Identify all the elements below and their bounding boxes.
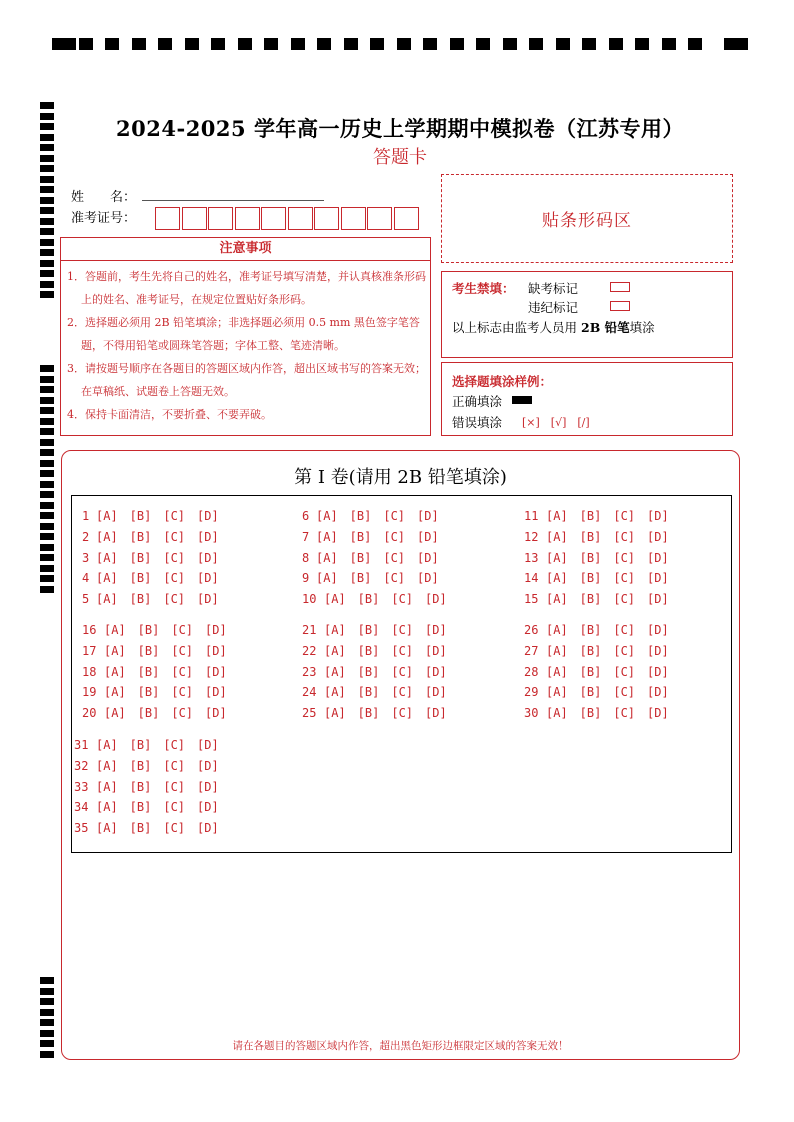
answer-options[interactable]: [A] [B] [C] [D] [104,623,227,637]
timing-mark [40,239,54,246]
question-row[interactable] [74,736,219,753]
question-number: 35 [74,821,89,836]
question-row[interactable] [524,590,669,607]
question-number: 23 [302,664,317,679]
question-number: 12 [524,529,539,544]
question-row[interactable] [302,590,447,607]
timing-mark [40,197,54,204]
question-row[interactable] [302,663,447,680]
question-row[interactable] [74,819,219,836]
timing-mark [40,565,54,572]
timing-mark [40,407,54,414]
forbid-note-suffix: 填涂 [629,320,655,335]
id-digit-box[interactable] [394,207,419,230]
question-row[interactable] [302,549,439,566]
question-number: 21 [302,623,317,637]
question-number: 33 [74,779,89,794]
answer-options[interactable]: [A] [B] [C] [D] [96,738,219,752]
answer-options[interactable]: [A] [B] [C] [D] [96,509,219,523]
answer-options[interactable]: [A] [B] [C] [D] [546,685,669,700]
id-digit-box[interactable] [208,207,233,230]
question-row[interactable] [524,663,669,680]
question-row[interactable] [302,683,447,700]
timing-mark [344,38,358,50]
question-number: 3 [82,550,90,565]
timing-mark [370,38,384,50]
timing-mark [40,544,54,551]
question-number: 13 [524,550,539,565]
question-row[interactable] [524,704,669,721]
timing-mark [40,207,54,214]
question-number: 24 [302,685,317,700]
timing-mark [40,102,54,109]
question-number: 34 [74,800,89,815]
question-row[interactable] [82,663,227,680]
timing-mark [317,38,331,50]
answer-options[interactable]: [A] [B] [C] [D] [96,779,219,794]
id-label: 准考证号： [71,211,137,226]
answer-options[interactable]: [A] [B] [C] [D] [546,706,669,721]
question-row[interactable] [74,757,219,774]
violation-label: 违纪标记 [528,300,579,315]
timing-mark [40,260,54,267]
timing-mark [211,38,225,50]
barcode-area: 贴条形码区 [441,174,733,263]
wrong-fill-samples: [×] [√] [/] [522,416,590,429]
card-subtitle: 答题卡 [373,147,427,168]
answer-options[interactable]: [A] [B] [C] [D] [96,550,219,565]
timing-mark [40,386,54,393]
id-digit-box[interactable] [367,207,392,230]
fill-sample-title: 选择题填涂样例： [452,374,553,389]
question-number: 2 [82,529,90,544]
answer-options[interactable]: [A] [B] [C] [D] [546,529,669,544]
absent-label: 缺考标记 [528,281,579,296]
timing-mark [40,1051,54,1058]
timing-mark [40,123,54,130]
forbid-title: 考生禁填： [452,281,515,296]
timing-mark [423,38,437,50]
timing-mark [40,165,54,172]
correct-fill-sample [512,396,532,404]
timing-mark [40,554,54,561]
bottom-note: 请在各题目的答题区域内作答，超出黑色矩形边框限定区域的答案无效！ [232,1040,569,1052]
timing-mark [40,1019,54,1026]
forbid-note-bold: 2B 铅笔 [581,320,630,335]
id-digit-box[interactable] [314,207,339,230]
fill-sample-box [441,362,733,436]
id-number-boxes[interactable] [155,207,420,230]
timing-mark [40,977,54,984]
notice-item: 4．保持卡面清洁，不要折叠、不要弄破。 [67,408,272,421]
question-row[interactable] [74,798,219,815]
timing-mark [40,218,54,225]
exam-title: 2024-2025 学年高一历史上学期期中模拟卷（江苏专用） [116,116,684,141]
timing-mark [40,397,54,404]
notice-title: 注意事项 [61,238,430,261]
question-row[interactable] [302,569,439,586]
timing-mark [40,291,54,298]
question-number: 15 [524,592,539,607]
timing-mark [450,38,464,50]
answer-options[interactable]: [A] [B] [C] [D] [546,623,669,637]
answer-options[interactable]: [A] [B] [C] [D] [546,664,669,679]
timing-mark [79,38,93,50]
answer-options[interactable]: [A] [B] [C] [D] [324,643,447,658]
timing-mark [40,365,54,372]
answer-options[interactable]: [A] [B] [C] [D] [324,685,447,700]
answer-options[interactable]: [A] [B] [C] [D] [316,529,439,544]
timing-mark [40,134,54,141]
answer-options[interactable]: [A] [B] [C] [D] [324,706,447,721]
answer-options[interactable]: [A] [B] [C] [D] [104,643,227,658]
question-row[interactable] [524,569,669,586]
timing-mark [40,113,54,120]
timing-mark [132,38,146,50]
timing-mark [582,38,596,50]
question-number: 5 [82,592,90,607]
timing-mark [40,460,54,467]
question-row[interactable] [524,683,669,700]
notice-item: 3．请按题号顺序在各题目的答题区域内作答，超出区域书写的答案无效；在草稿纸、试题卷上答题无效。 [67,362,426,398]
question-row[interactable] [524,642,669,659]
question-row[interactable] [82,569,219,586]
timing-mark [185,38,199,50]
timing-mark [40,481,54,488]
answer-options[interactable]: [A] [B] [C] [D] [96,800,219,815]
correct-fill-label: 正确填涂 [452,394,503,409]
answer-options[interactable]: [A] [B] [C] [D] [546,550,669,565]
timing-mark [40,249,54,256]
answer-options[interactable]: [A] [B] [C] [D] [104,685,227,700]
answer-options[interactable]: [A] [B] [C] [D] [546,592,669,607]
timing-mark [609,38,623,50]
question-number: 17 [82,643,97,658]
timing-mark [40,998,54,1005]
timing-mark [291,38,305,50]
answer-options[interactable]: [A] [B] [C] [D] [324,623,447,637]
notice-list [67,265,427,426]
question-row[interactable] [524,549,669,566]
timing-mark [40,586,54,593]
question-row[interactable] [82,507,219,524]
question-number: 27 [524,643,539,658]
timing-mark [503,38,517,50]
timing-mark [40,533,54,540]
timing-mark [40,988,54,995]
answer-options[interactable]: [A] [B] [C] [D] [546,643,669,658]
id-digit-box[interactable] [288,207,313,230]
timing-mark [40,228,54,235]
forbid-box [441,271,733,358]
timing-mark [40,186,54,193]
timing-mark [40,439,54,446]
timing-mark [40,491,54,498]
question-number: 31 [74,738,89,752]
question-number: 11 [524,509,539,523]
question-number: 1 [82,509,90,523]
question-row[interactable] [302,621,447,638]
timing-mark [158,38,172,50]
question-number: 26 [524,623,539,637]
timing-mark [40,270,54,277]
timing-mark [40,502,54,509]
question-number: 8 [302,550,310,565]
answer-options[interactable]: [A] [B] [C] [D] [316,571,439,586]
question-row[interactable] [82,621,227,638]
answer-options[interactable]: [A] [B] [C] [D] [96,758,219,773]
timing-mark [40,523,54,530]
forbid-note-prefix: 以上标志由监考人员用 [452,320,578,335]
question-number: 7 [302,529,310,544]
timing-mark [40,418,54,425]
id-digit-box[interactable] [182,207,207,230]
answer-options[interactable]: [A] [B] [C] [D] [104,664,227,679]
timing-marks-top [52,38,748,52]
timing-mark [40,1040,54,1047]
answer-options[interactable]: [A] [B] [C] [D] [96,592,219,607]
answer-options[interactable]: [A] [B] [C] [D] [324,664,447,679]
id-digit-box[interactable] [261,207,286,230]
question-row[interactable] [82,642,227,659]
answer-options[interactable]: [A] [B] [C] [D] [546,571,669,586]
question-number: 25 [302,706,317,721]
id-digit-box[interactable] [155,207,180,230]
timing-mark [40,428,54,435]
timing-mark [40,281,54,288]
question-number: 10 [302,592,317,607]
question-row[interactable] [302,528,439,545]
timing-mark [40,144,54,151]
id-digit-box[interactable] [341,207,366,230]
question-number: 32 [74,758,89,773]
answer-options[interactable]: [A] [B] [C] [D] [316,550,439,565]
notice-box [60,237,431,436]
timing-mark [724,38,748,50]
timing-mark [635,38,649,50]
timing-mark [397,38,411,50]
section-title: 第 I 卷(请用 2B 铅笔填涂) [294,467,507,488]
timing-mark [40,470,54,477]
timing-mark [40,376,54,383]
question-number: 22 [302,643,317,658]
question-row[interactable] [74,778,219,795]
question-row[interactable] [82,528,219,545]
question-number: 16 [82,623,97,637]
id-digit-box[interactable] [235,207,260,230]
question-number: 14 [524,571,539,586]
timing-mark [105,38,119,50]
timing-mark [40,1030,54,1037]
answer-options[interactable]: [A] [B] [C] [D] [324,592,447,607]
timing-mark [264,38,278,50]
timing-mark [40,1009,54,1016]
timing-mark [662,38,676,50]
answer-options[interactable]: [A] [B] [C] [D] [96,821,219,836]
question-row[interactable] [302,642,447,659]
timing-mark [529,38,543,50]
timing-mark [688,38,702,50]
notice-item: 1．答题前，考生先将自己的姓名，准考证号填写清楚，并认真核准条形码上的姓名、准考证号，在规定位置贴好条形码。 [67,270,426,306]
timing-mark [40,512,54,519]
timing-mark [40,155,54,162]
question-row[interactable] [82,549,219,566]
name-label: 姓 名： [71,190,137,205]
answer-options[interactable]: [A] [B] [C] [D] [546,509,669,523]
question-row[interactable] [524,507,669,524]
question-number: 20 [82,706,97,721]
answer-options[interactable]: [A] [B] [C] [D] [96,571,219,586]
question-row[interactable] [524,621,669,638]
timing-mark [476,38,490,50]
violation-mark-box[interactable] [610,301,630,311]
question-row[interactable] [82,590,219,607]
question-number: 19 [82,685,97,700]
question-number: 6 [302,509,310,523]
question-number: 28 [524,664,539,679]
answer-options[interactable]: [A] [B] [C] [D] [96,529,219,544]
question-number: 29 [524,685,539,700]
question-row[interactable] [524,528,669,545]
wrong-fill-label: 错误填涂 [452,415,503,430]
question-row[interactable] [82,704,227,721]
question-number: 30 [524,706,539,721]
timing-mark [40,575,54,582]
question-row[interactable] [302,507,439,524]
question-row[interactable] [302,704,447,721]
name-field[interactable] [142,199,324,201]
question-number: 4 [82,571,90,586]
notice-item: 2．选择题必须用 2B 铅笔填涂；非选择题必须用 0.5 mm 黑色签字笔答题，不得用铅笔或圆珠笔答题；字体工整、笔迹清晰。 [67,316,420,352]
question-row[interactable] [82,683,227,700]
question-number: 18 [82,664,97,679]
forbid-note [452,318,655,336]
timing-mark [40,449,54,456]
answer-options[interactable]: [A] [B] [C] [D] [316,509,439,523]
absent-mark-box[interactable] [610,282,630,292]
timing-mark [556,38,570,50]
question-number: 9 [302,571,310,586]
timing-mark [52,38,76,50]
answer-options[interactable]: [A] [B] [C] [D] [104,706,227,721]
timing-mark [40,176,54,183]
timing-mark [238,38,252,50]
